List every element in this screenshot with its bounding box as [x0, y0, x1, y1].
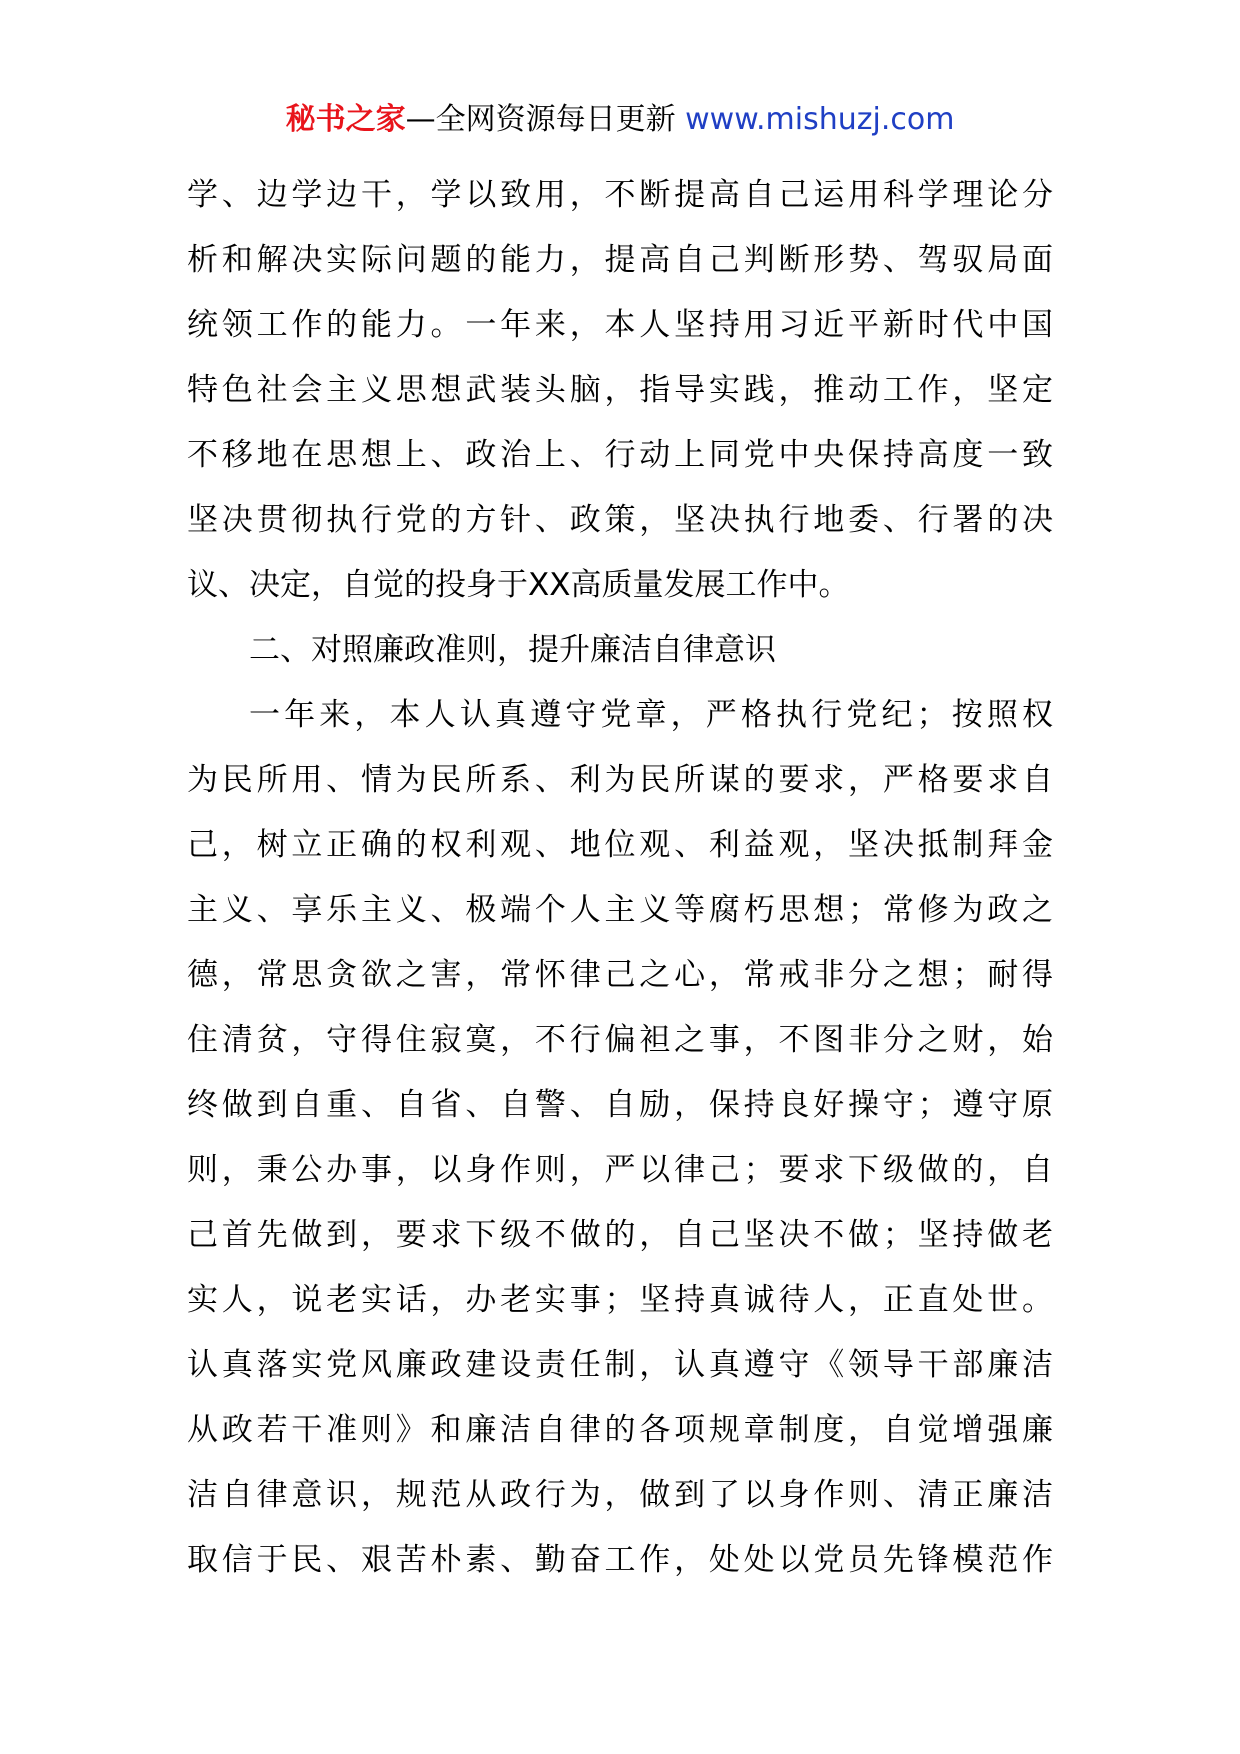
- body-line: 实人，说老实话，办老实事；坚持真诚待人，正直处世。: [187, 1282, 1053, 1318]
- site-url-link[interactable]: www.mishuzj.com: [685, 102, 955, 137]
- section-heading: 二、对照廉政准则，提升廉洁自律意识: [249, 632, 776, 668]
- body-line: 为民所用、情为民所系、利为民所谋的要求，严格要求自: [187, 762, 1053, 798]
- body-line: 一年来，本人认真遵守党章，严格执行党纪；按照权: [249, 697, 1053, 733]
- body-line: 统领工作的能力。一年来，本人坚持用习近平新时代中国: [187, 307, 1053, 343]
- document-body: [187, 163, 1053, 1593]
- body-line: 不移地在思想上、政治上、行动上同党中央保持高度一致: [187, 437, 1053, 473]
- header-tagline: —全网资源每日更新: [405, 102, 686, 137]
- body-line: 洁自律意识，规范从政行为，做到了以身作则、清正廉洁: [187, 1477, 1053, 1513]
- body-line: 取信于民、艰苦朴素、勤奋工作，处处以党员先锋模范作: [187, 1542, 1053, 1578]
- body-line: 认真落实党风廉政建设责任制，认真遵守《领导干部廉洁: [187, 1347, 1053, 1383]
- body-line: 议、决定，自觉的投身于XX高质量发展工作中。: [187, 567, 850, 603]
- body-line: 析和解决实际问题的能力，提高自己判断形势、驾驭局面: [187, 242, 1053, 278]
- body-line: 从政若干准则》和廉洁自律的各项规章制度，自觉增强廉: [187, 1412, 1053, 1448]
- body-line: 己，树立正确的权利观、地位观、利益观，坚决抵制拜金: [187, 827, 1053, 863]
- body-line: 主义、享乐主义、极端个人主义等腐朽思想；常修为政之: [187, 892, 1053, 928]
- body-line: 则，秉公办事，以身作则，严以律己；要求下级做的，自: [187, 1152, 1053, 1188]
- body-line: 终做到自重、自省、自警、自励，保持良好操守；遵守原: [187, 1087, 1053, 1123]
- body-line: 特色社会主义思想武装头脑，指导实践，推动工作，坚定: [187, 372, 1053, 408]
- body-line: 坚决贯彻执行党的方针、政策，坚决执行地委、行署的决: [187, 502, 1053, 538]
- body-line: 己首先做到，要求下级不做的，自己坚决不做；坚持做老: [187, 1217, 1053, 1253]
- body-line: 学、边学边干，学以致用，不断提高自己运用科学理论分: [187, 177, 1053, 213]
- body-line: 住清贫，守得住寂寞，不行偏袒之事，不图非分之财，始: [187, 1022, 1053, 1058]
- body-line: 德，常思贪欲之害，常怀律己之心，常戒非分之想；耐得: [187, 957, 1053, 993]
- brand-name: 秘书之家: [285, 102, 406, 137]
- site-header: [0, 100, 1240, 140]
